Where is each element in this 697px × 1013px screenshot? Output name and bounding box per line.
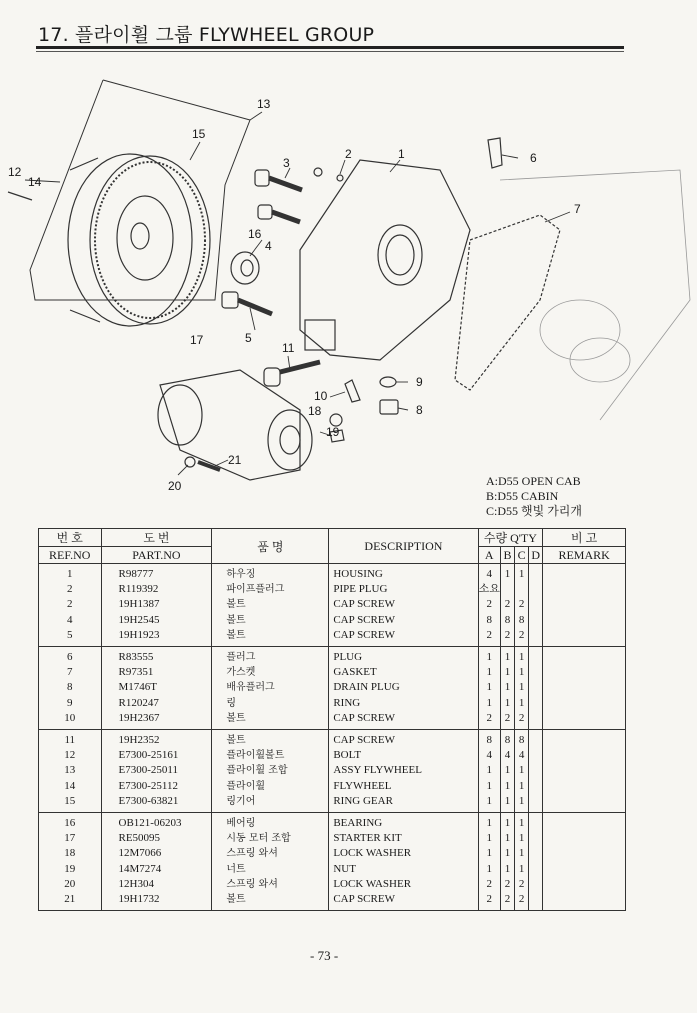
ref-cell: 6 (39, 647, 102, 666)
korean-name-cell: 볼트 (212, 730, 329, 749)
remark-cell (543, 892, 626, 911)
qty-c-cell: 1 (515, 763, 529, 778)
korean-name-cell: 플러그 (212, 647, 329, 666)
description-cell: CAP SCREW (329, 628, 478, 647)
remark-cell (543, 696, 626, 711)
remark-cell (543, 711, 626, 730)
qty-c-cell: 1 (515, 665, 529, 680)
table-row (39, 794, 626, 813)
description-cell: DRAIN PLUG (329, 680, 478, 695)
ref-cell: 15 (39, 794, 102, 813)
part-no-cell: E7300-25161 (101, 748, 212, 763)
qty-c-cell: 1 (515, 564, 529, 583)
ref-cell: 9 (39, 696, 102, 711)
table-row (39, 748, 626, 763)
qty-a-cell: 1 (478, 846, 500, 861)
table-row (39, 862, 626, 877)
callout-8: 8 (416, 403, 423, 417)
description-cell: CAP SCREW (329, 613, 478, 628)
header-ref-ko: 번 호 (39, 529, 102, 547)
callout-1: 1 (398, 147, 405, 161)
description-cell: BEARING (329, 813, 478, 832)
description-cell: ASSY FLYWHEEL (329, 763, 478, 778)
qty-a-cell: 8 (478, 730, 500, 749)
header-name-ko: 품 명 (212, 529, 329, 564)
korean-name-cell: 볼트 (212, 613, 329, 628)
ref-cell: 12 (39, 748, 102, 763)
description-cell: CAP SCREW (329, 892, 478, 911)
qty-a-cell: 8 (478, 613, 500, 628)
header-qty: 수량 Q'TY (478, 529, 543, 547)
qty-b-cell: 1 (500, 696, 514, 711)
table-row (39, 763, 626, 778)
qty-a-cell: 1 (478, 831, 500, 846)
header-qty-b: B (500, 547, 514, 564)
qty-c-cell: 4 (515, 748, 529, 763)
qty-b-cell: 1 (500, 779, 514, 794)
table-row (39, 665, 626, 680)
korean-name-cell: 플라이휠볼트 (212, 748, 329, 763)
callout-11: 11 (282, 341, 295, 355)
description-cell: CAP SCREW (329, 730, 478, 749)
callout-7: 7 (574, 202, 581, 216)
qty-d-cell (529, 831, 543, 846)
qty-d-cell (529, 647, 543, 666)
qty-d-cell (529, 748, 543, 763)
qty-c-cell: 1 (515, 779, 529, 794)
ref-cell: 2 (39, 597, 102, 612)
ref-cell: 19 (39, 862, 102, 877)
ref-cell: 20 (39, 877, 102, 892)
remark-cell (543, 647, 626, 666)
part-no-cell: E7300-25112 (101, 779, 212, 794)
qty-b-cell: 8 (500, 613, 514, 628)
title-rule-thin (36, 51, 624, 52)
korean-name-cell: 링기어 (212, 794, 329, 813)
model-legend (486, 474, 582, 519)
table-row (39, 711, 626, 730)
qty-a-cell: 1 (478, 696, 500, 711)
callout-21: 21 (228, 453, 242, 467)
part-no-cell: 19H2352 (101, 730, 212, 749)
korean-name-cell: 파이프플러그 (212, 582, 329, 597)
part-no-cell: R120247 (101, 696, 212, 711)
qty-d-cell (529, 711, 543, 730)
callout-16: 16 (248, 227, 262, 241)
ref-cell: 1 (39, 564, 102, 583)
ref-cell: 5 (39, 628, 102, 647)
part-no-cell: 12M7066 (101, 846, 212, 861)
qty-c-cell: 1 (515, 647, 529, 666)
table-row (39, 597, 626, 612)
table-row (39, 877, 626, 892)
qty-c-cell: 1 (515, 846, 529, 861)
qty-a-cell: 1 (478, 779, 500, 794)
korean-name-cell: 볼트 (212, 711, 329, 730)
korean-name-cell: 베어링 (212, 813, 329, 832)
korean-name-cell: 스프링 와셔 (212, 846, 329, 861)
qty-b-cell: 2 (500, 597, 514, 612)
qty-a-cell: 1 (478, 647, 500, 666)
header-part-ko: 도 번 (101, 529, 212, 547)
parts-group (39, 730, 626, 813)
part-no-cell: E7300-25011 (101, 763, 212, 778)
qty-b-cell: 1 (500, 794, 514, 813)
remark-cell (543, 846, 626, 861)
title-rule (36, 46, 624, 49)
part-no-cell: R98777 (101, 564, 212, 583)
callout-3: 3 (283, 156, 290, 170)
qty-c-cell (515, 582, 529, 597)
ref-cell: 10 (39, 711, 102, 730)
table-row (39, 582, 626, 597)
part-no-cell: R83555 (101, 647, 212, 666)
qty-a-cell: 2 (478, 892, 500, 911)
korean-name-cell: 볼트 (212, 628, 329, 647)
qty-d-cell (529, 730, 543, 749)
description-cell: FLYWHEEL (329, 779, 478, 794)
remark-cell (543, 680, 626, 695)
remark-cell (543, 597, 626, 612)
exploded-parts-diagram (0, 60, 697, 500)
ref-cell: 18 (39, 846, 102, 861)
callout-2: 2 (345, 147, 352, 161)
ref-cell: 2 (39, 582, 102, 597)
part-no-cell: R97351 (101, 665, 212, 680)
qty-a-cell: 2 (478, 628, 500, 647)
header-qty-d: D (529, 547, 543, 564)
description-cell: CAP SCREW (329, 597, 478, 612)
page-title: 17. 플라이휠 그룹 FLYWHEEL GROUP (38, 24, 375, 46)
qty-a-cell: 1 (478, 862, 500, 877)
qty-d-cell (529, 696, 543, 711)
callout-10: 10 (314, 389, 328, 403)
description-cell: CAP SCREW (329, 711, 478, 730)
callout-12: 12 (8, 165, 22, 179)
remark-cell (543, 582, 626, 597)
part-no-cell: 19H2367 (101, 711, 212, 730)
description-cell: NUT (329, 862, 478, 877)
description-cell: HOUSING (329, 564, 478, 583)
table-row (39, 696, 626, 711)
parts-group (39, 647, 626, 730)
qty-b-cell: 4 (500, 748, 514, 763)
qty-b-cell: 1 (500, 862, 514, 877)
qty-d-cell (529, 680, 543, 695)
part-no-cell: E7300-63821 (101, 794, 212, 813)
qty-d-cell (529, 597, 543, 612)
qty-c-cell: 2 (515, 597, 529, 612)
table-row (39, 628, 626, 647)
qty-b-cell: 8 (500, 730, 514, 749)
korean-name-cell: 스프링 와셔 (212, 877, 329, 892)
header-ref-en: REF.NO (39, 547, 102, 564)
callout-18: 18 (308, 404, 322, 418)
callout-15: 15 (192, 127, 206, 141)
callout-19: 19 (326, 425, 340, 439)
remark-cell (543, 564, 626, 583)
remark-cell (543, 794, 626, 813)
remark-cell (543, 628, 626, 647)
callout-6: 6 (530, 151, 537, 165)
description-cell: RING (329, 696, 478, 711)
qty-a-cell: 4 (478, 748, 500, 763)
korean-name-cell: 시동 모터 조합 (212, 831, 329, 846)
ref-cell: 17 (39, 831, 102, 846)
qty-c-cell: 1 (515, 696, 529, 711)
callout-4: 4 (265, 239, 272, 253)
qty-c-cell: 2 (515, 628, 529, 647)
description-cell: PIPE PLUG (329, 582, 478, 597)
ref-cell: 14 (39, 779, 102, 794)
qty-d-cell (529, 582, 543, 597)
qty-b-cell (500, 582, 514, 597)
header-remark-en: REMARK (543, 547, 626, 564)
qty-c-cell: 2 (515, 877, 529, 892)
qty-d-cell (529, 665, 543, 680)
part-no-cell: 14M7274 (101, 862, 212, 877)
qty-c-cell: 1 (515, 813, 529, 832)
ref-cell: 21 (39, 892, 102, 911)
qty-c-cell: 1 (515, 831, 529, 846)
header-description: DESCRIPTION (329, 529, 478, 564)
korean-name-cell: 배유플러그 (212, 680, 329, 695)
table-row (39, 680, 626, 695)
remark-cell (543, 813, 626, 832)
legend-c: C:D55 햇빛 가리개 (486, 504, 582, 518)
part-no-cell: 19H1732 (101, 892, 212, 911)
callout-5: 5 (245, 331, 252, 345)
part-no-cell: RE50095 (101, 831, 212, 846)
remark-cell (543, 831, 626, 846)
korean-name-cell: 볼트 (212, 892, 329, 911)
qty-b-cell: 1 (500, 831, 514, 846)
parts-group (39, 813, 626, 911)
qty-a-cell: 4 (478, 564, 500, 583)
table-row (39, 813, 626, 832)
legend-b: B:D55 CABIN (486, 489, 559, 503)
callout-13: 13 (257, 97, 271, 111)
qty-a-cell: 1 (478, 763, 500, 778)
korean-name-cell: 플라이휠 (212, 779, 329, 794)
table-row (39, 730, 626, 749)
qty-d-cell (529, 813, 543, 832)
qty-c-cell: 2 (515, 711, 529, 730)
part-no-cell: 12H304 (101, 877, 212, 892)
qty-c-cell: 2 (515, 892, 529, 911)
qty-b-cell: 1 (500, 680, 514, 695)
table-row (39, 892, 626, 911)
qty-b-cell: 1 (500, 846, 514, 861)
qty-b-cell: 2 (500, 711, 514, 730)
table-row (39, 564, 626, 583)
qty-a-cell: 1 (478, 665, 500, 680)
qty-d-cell (529, 892, 543, 911)
part-no-cell: R119392 (101, 582, 212, 597)
header-qty-a: A (478, 547, 500, 564)
qty-b-cell: 2 (500, 628, 514, 647)
qty-a-cell: 소요 (478, 582, 500, 597)
qty-c-cell: 1 (515, 862, 529, 877)
description-cell: GASKET (329, 665, 478, 680)
part-no-cell: M1746T (101, 680, 212, 695)
part-no-cell: 19H2545 (101, 613, 212, 628)
remark-cell (543, 748, 626, 763)
qty-b-cell: 1 (500, 647, 514, 666)
callout-14: 14 (28, 175, 42, 189)
callout-9: 9 (416, 375, 423, 389)
korean-name-cell: 플라이휠 조합 (212, 763, 329, 778)
remark-cell (543, 779, 626, 794)
korean-name-cell: 하우징 (212, 564, 329, 583)
qty-d-cell (529, 564, 543, 583)
qty-d-cell (529, 846, 543, 861)
table-row (39, 613, 626, 628)
table-row (39, 846, 626, 861)
remark-cell (543, 862, 626, 877)
qty-a-cell: 1 (478, 680, 500, 695)
qty-a-cell: 2 (478, 597, 500, 612)
table-row (39, 779, 626, 794)
ref-cell: 16 (39, 813, 102, 832)
korean-name-cell: 가스켓 (212, 665, 329, 680)
ref-cell: 11 (39, 730, 102, 749)
ref-cell: 7 (39, 665, 102, 680)
table-row (39, 647, 626, 666)
description-cell: STARTER KIT (329, 831, 478, 846)
qty-c-cell: 8 (515, 730, 529, 749)
header-part-en: PART.NO (101, 547, 212, 564)
qty-c-cell: 1 (515, 794, 529, 813)
part-no-cell: 19H1923 (101, 628, 212, 647)
remark-cell (543, 877, 626, 892)
qty-d-cell (529, 613, 543, 628)
qty-b-cell: 1 (500, 564, 514, 583)
qty-d-cell (529, 862, 543, 877)
qty-a-cell: 1 (478, 813, 500, 832)
qty-b-cell: 1 (500, 763, 514, 778)
qty-b-cell: 2 (500, 892, 514, 911)
description-cell: LOCK WASHER (329, 846, 478, 861)
remark-cell (543, 613, 626, 628)
qty-d-cell (529, 763, 543, 778)
callout-20: 20 (168, 479, 182, 493)
remark-cell (543, 665, 626, 680)
qty-d-cell (529, 779, 543, 794)
qty-b-cell: 1 (500, 665, 514, 680)
description-cell: PLUG (329, 647, 478, 666)
legend-a: A:D55 OPEN CAB (486, 474, 581, 488)
qty-a-cell: 1 (478, 794, 500, 813)
remark-cell (543, 730, 626, 749)
korean-name-cell: 볼트 (212, 597, 329, 612)
qty-a-cell: 2 (478, 877, 500, 892)
qty-a-cell: 2 (478, 711, 500, 730)
part-no-cell: OB121-06203 (101, 813, 212, 832)
description-cell: LOCK WASHER (329, 877, 478, 892)
ref-cell: 4 (39, 613, 102, 628)
korean-name-cell: 너트 (212, 862, 329, 877)
qty-d-cell (529, 628, 543, 647)
korean-name-cell: 링 (212, 696, 329, 711)
description-cell: RING GEAR (329, 794, 478, 813)
qty-b-cell: 2 (500, 877, 514, 892)
parts-table (38, 528, 626, 911)
qty-b-cell: 1 (500, 813, 514, 832)
ref-cell: 8 (39, 680, 102, 695)
header-qty-c: C (515, 547, 529, 564)
qty-c-cell: 1 (515, 680, 529, 695)
part-no-cell: 19H1387 (101, 597, 212, 612)
qty-d-cell (529, 794, 543, 813)
page-number: - 73 - (310, 948, 339, 963)
qty-c-cell: 8 (515, 613, 529, 628)
parts-group (39, 564, 626, 647)
table-row (39, 831, 626, 846)
header-remark-ko: 비 고 (543, 529, 626, 547)
callout-17: 17 (190, 333, 204, 347)
remark-cell (543, 763, 626, 778)
description-cell: BOLT (329, 748, 478, 763)
ref-cell: 13 (39, 763, 102, 778)
qty-d-cell (529, 877, 543, 892)
